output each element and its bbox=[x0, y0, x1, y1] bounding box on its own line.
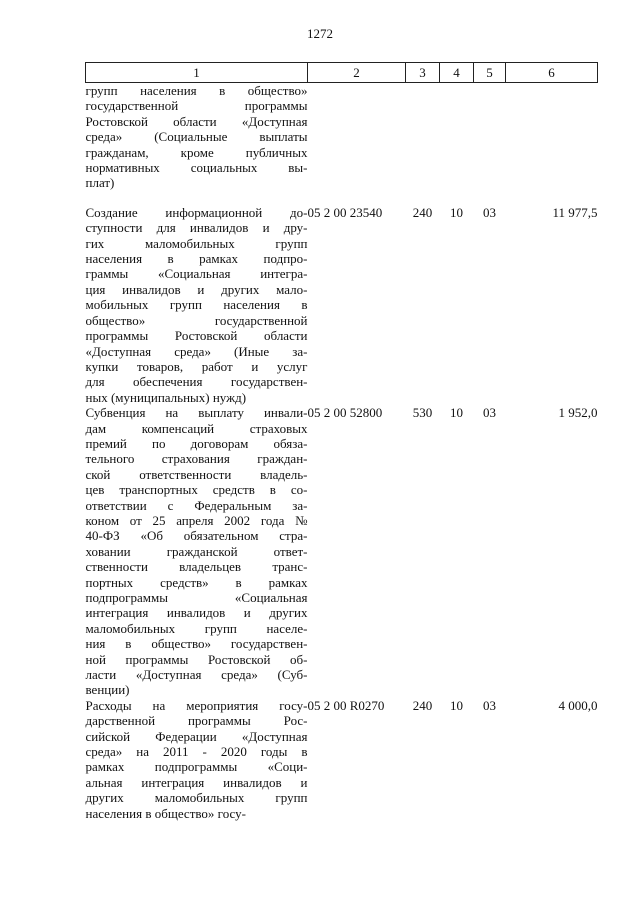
row-name-line: маломобильных групп населе- bbox=[85, 620, 308, 636]
row-name-line: населения в рамках подпро- bbox=[85, 251, 308, 267]
row-name-line: дам компенсаций страховых bbox=[85, 420, 308, 436]
row-pr-cell: 03 bbox=[483, 405, 496, 421]
row-name-line: для обеспечения государствен- bbox=[85, 374, 308, 390]
row-name-line: нормативных социальных вы- bbox=[85, 160, 308, 176]
row-name-line: сийской Федерации «Доступная bbox=[85, 728, 308, 744]
row-name-line: ступности для инвалидов и дру- bbox=[85, 220, 308, 236]
row-name-line: государственной программы bbox=[85, 98, 308, 114]
table-row bbox=[86, 698, 598, 821]
row-name-line: граммы «Социальная интегра- bbox=[85, 266, 308, 282]
row-name-line: 40-ФЗ «Об обязательном стра- bbox=[85, 528, 308, 544]
row-name-line: среда» на 2011 - 2020 годы в bbox=[85, 744, 308, 760]
row-name-line: «Доступная среда» (Иные за- bbox=[85, 343, 308, 359]
row-name-line: портных средств» в рамках bbox=[85, 574, 308, 590]
row-name-line: тельного страхования граждан- bbox=[85, 451, 308, 467]
row-sum-cell: 11 977,5 bbox=[552, 204, 598, 220]
row-name-line: программы Ростовской области bbox=[85, 328, 308, 344]
row-pr-cell: 03 bbox=[483, 697, 496, 713]
row-sum-cell bbox=[506, 83, 598, 205]
row-csr-cell: 05 2 00 R0270 bbox=[307, 697, 385, 713]
row-name-line: цев транспортных средств в со- bbox=[85, 482, 308, 498]
header-row bbox=[86, 63, 598, 83]
table-body bbox=[86, 83, 598, 822]
row-name-line: ласти «Доступная среда» (Суб- bbox=[85, 667, 308, 683]
row-name-line: премий по договорам обяза- bbox=[85, 435, 308, 451]
row-name-line: ция инвалидов и других мало- bbox=[85, 281, 308, 297]
row-name-line: населения в общество» госу- bbox=[85, 805, 246, 821]
row-sum-cell: 1 952,0 bbox=[558, 405, 598, 421]
row-name-line: групп населения в общество» bbox=[85, 83, 308, 98]
row-name-line: ответствии с Федеральным за- bbox=[85, 497, 308, 513]
row-name-line: ственности владельцев транс- bbox=[85, 559, 308, 575]
row-vr-cell bbox=[406, 83, 440, 205]
row-name-line: Субвенция на выплату инвали- bbox=[85, 405, 308, 421]
row-name-line: плат) bbox=[85, 175, 115, 191]
header-col-3: 3 bbox=[406, 63, 440, 83]
header-col-1: 1 bbox=[86, 63, 308, 83]
row-csr-cell bbox=[308, 83, 406, 205]
header-col-6: 6 bbox=[506, 63, 598, 83]
row-name-line: рамках подпрограммы «Соци- bbox=[85, 759, 308, 775]
row-name-line: Расходы на мероприятия госу- bbox=[85, 697, 308, 713]
budget-table bbox=[85, 62, 598, 821]
header-col-4: 4 bbox=[440, 63, 474, 83]
row-vr-cell: 240 bbox=[412, 697, 433, 713]
header-col-5: 5 bbox=[474, 63, 506, 83]
row-name-cell bbox=[86, 405, 308, 698]
row-name-line: других маломобильных групп bbox=[85, 790, 308, 806]
row-name-line: общество» государственной bbox=[85, 312, 308, 328]
row-vr-cell: 530 bbox=[412, 405, 433, 421]
row-name-line: дарственной программы Рос- bbox=[85, 713, 308, 729]
row-name-line: ховании гражданской ответ- bbox=[85, 543, 308, 559]
row-name-line: Ростовской области «Доступная bbox=[85, 113, 308, 129]
row-name-line: среда» (Социальные выплаты bbox=[85, 129, 308, 145]
row-name-line: Создание информационной до- bbox=[85, 204, 308, 220]
table-row bbox=[86, 83, 598, 205]
row-name-line: интеграция инвалидов и других bbox=[85, 605, 308, 621]
row-rz-cell: 10 bbox=[450, 697, 463, 713]
row-name-line: ния в общество» государствен- bbox=[85, 636, 308, 652]
row-name-line: подпрограммы «Социальная bbox=[85, 590, 308, 605]
row-vr-cell: 240 bbox=[412, 204, 433, 220]
table-row bbox=[86, 205, 598, 405]
row-pr-cell bbox=[474, 83, 506, 205]
row-name-line: купки товаров, работ и услуг bbox=[85, 358, 308, 374]
table-header bbox=[86, 63, 598, 83]
row-name-line: ской ответственности владель- bbox=[85, 466, 308, 482]
row-name-line: гражданам, кроме публичных bbox=[85, 144, 308, 160]
row-rz-cell: 10 bbox=[450, 204, 463, 220]
row-rz-cell bbox=[440, 83, 474, 205]
row-name-line: венции) bbox=[85, 682, 130, 698]
row-rz-cell: 10 bbox=[450, 405, 463, 421]
row-name-cell bbox=[86, 205, 308, 405]
row-name-line: гих маломобильных групп bbox=[85, 235, 308, 251]
row-name-line: альная интеграция инвалидов и bbox=[85, 774, 308, 790]
row-csr-cell: 05 2 00 52800 bbox=[307, 405, 383, 421]
row-sum-cell: 4 000,0 bbox=[558, 697, 598, 713]
header-col-2: 2 bbox=[308, 63, 406, 83]
row-name-cell bbox=[86, 83, 308, 205]
row-pr-cell: 03 bbox=[483, 204, 496, 220]
row-name-line: коном от 25 апреля 2002 года № bbox=[85, 512, 308, 528]
page-number: 1272 bbox=[307, 26, 333, 41]
row-csr-cell: 05 2 00 23540 bbox=[307, 204, 383, 220]
row-name-line: мобильных групп населения в bbox=[85, 297, 308, 313]
row-name-line: ных (муниципальных) нужд) bbox=[85, 389, 247, 405]
row-name-cell bbox=[86, 698, 308, 821]
row-name-line: ной программы Ростовской об- bbox=[85, 651, 308, 667]
table-row bbox=[86, 405, 598, 698]
